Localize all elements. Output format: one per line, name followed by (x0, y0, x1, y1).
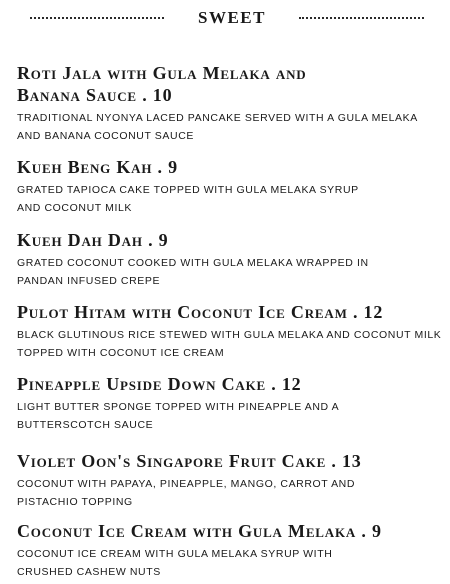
menu-item-description-line: LIGHT BUTTER SPONGE TOPPED WITH PINEAPPLE AND A (17, 401, 340, 413)
menu-item-title: Roti Jala with Gula Melaka and (17, 63, 307, 83)
menu-item-title: Pulot Hitam with Coconut Ice Cream . 12 (17, 302, 384, 322)
menu-item-description-line: AND COCONUT MILK (17, 202, 132, 214)
menu-item-description (17, 254, 437, 290)
section-title: SWEET (198, 8, 266, 27)
menu-item (17, 62, 437, 145)
menu-item-description (17, 326, 442, 362)
menu-item (17, 450, 437, 511)
menu-item-description-line: TOPPED WITH COCONUT ICE CREAM (17, 347, 225, 359)
menu-item-description-line: GRATED COCONUT COOKED WITH GULA MELAKA WRAPPED IN (17, 257, 369, 269)
menu-item (17, 373, 437, 434)
dotted-divider-left (30, 17, 164, 19)
menu-item-title: Coconut Ice Cream with Gula Melaka . 9 (17, 521, 382, 541)
section-header (0, 7, 450, 29)
menu-item-description (17, 545, 437, 581)
menu-item-description (17, 181, 437, 217)
menu-item (17, 520, 437, 581)
menu-item-description-line: TRADITIONAL NYONYA LACED PANCAKE SERVED WITH A GULA MELAKA (17, 112, 418, 124)
menu-item-description-line: COCONUT ICE CREAM WITH GULA MELAKA SYRUP WITH (17, 548, 333, 560)
menu-item-description-line: COCONUT WITH PAPAYA, PINEAPPLE, MANGO, CARROT AND (17, 478, 356, 490)
menu-item-title: Banana Sauce . 10 (17, 85, 173, 105)
dotted-divider-right (299, 17, 424, 19)
menu-item-description-line: BLACK GLUTINOUS RICE STEWED WITH GULA MELAKA AND COCONUT MILK (17, 329, 442, 341)
menu-item-title: Kueh Dah Dah . 9 (17, 230, 169, 250)
menu-item-title: Kueh Beng Kah . 9 (17, 157, 178, 177)
menu-item (17, 156, 437, 217)
menu-item-description-line: CRUSHED CASHEW NUTS (17, 566, 161, 578)
menu-item-title: Violet Oon's Singapore Fruit Cake . 13 (17, 451, 362, 471)
menu-item-description-line: BUTTERSCOTCH SAUCE (17, 419, 154, 431)
menu-item (17, 301, 442, 362)
menu-item-title: Pineapple Upside Down Cake . 12 (17, 374, 302, 394)
menu-item-description (17, 475, 437, 511)
menu-item-description-line: PISTACHIO TOPPING (17, 496, 133, 508)
menu-item-description (17, 398, 437, 434)
menu-item (17, 229, 437, 290)
menu-item-description-line: GRATED TAPIOCA CAKE TOPPED WITH GULA MELAKA SYRUP (17, 184, 359, 196)
menu-item-description-line: AND BANANA COCONUT SAUCE (17, 130, 194, 142)
menu-item-description (17, 109, 437, 145)
menu-item-description-line: PANDAN INFUSED CREPE (17, 275, 161, 287)
